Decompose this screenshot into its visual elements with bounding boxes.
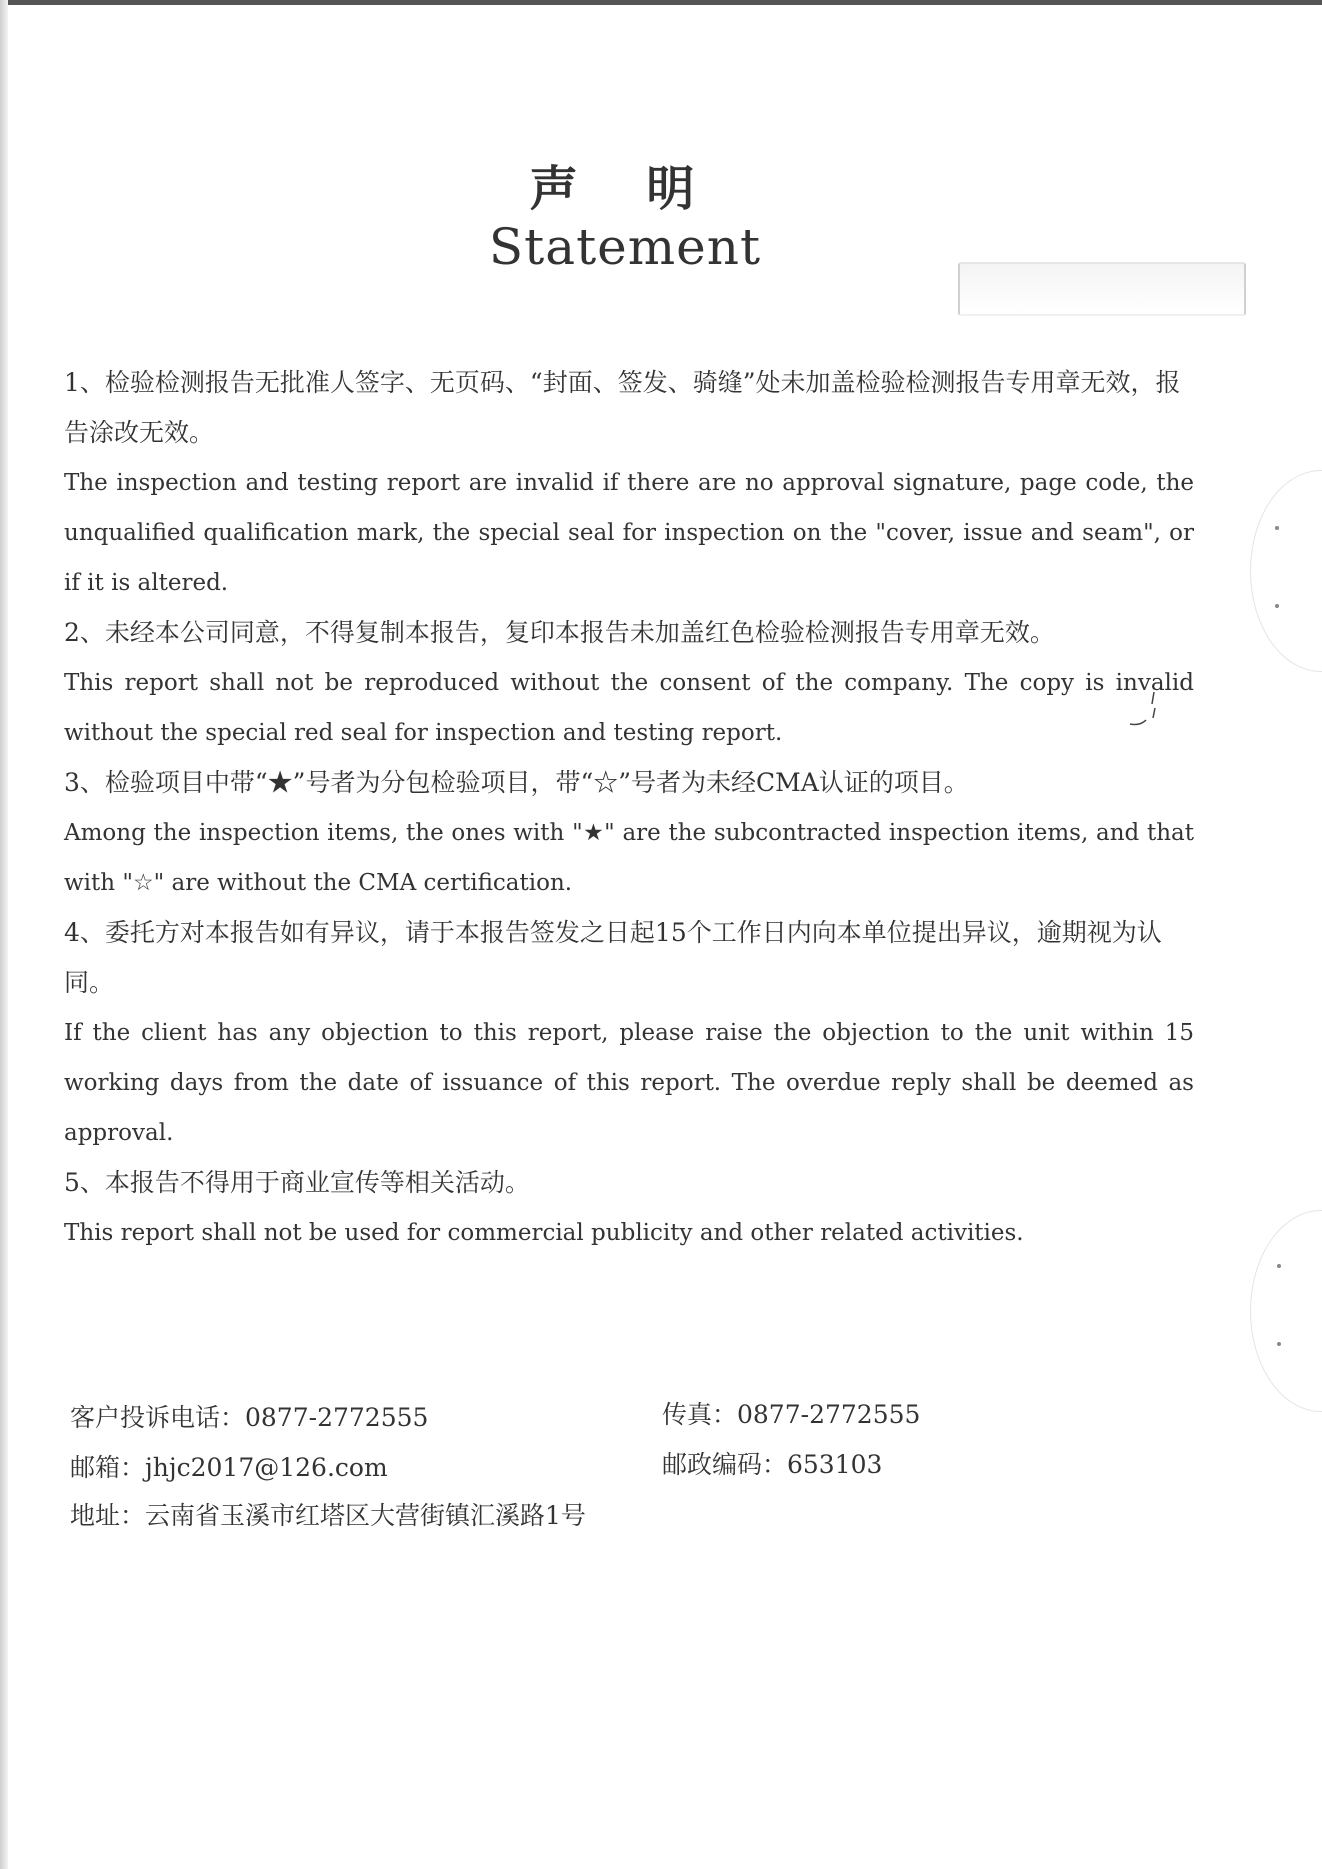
scan-left-edge [0,0,8,1869]
scan-top-edge [0,0,1322,5]
statement-content [64,358,1194,1258]
binding-dot [1275,604,1279,608]
street-address: 地址：云南省玉溪市红塔区大营街镇汇溪路1号 [70,1501,586,1530]
statement-item-2 [64,608,1194,758]
statement-item-4 [64,908,1194,1158]
title-english: Statement [488,218,762,276]
item-1-english: The inspection and testing report are invalid if there are no approval signature, page code, the unqualified qualification mark, the special seal for inspection on the "cover, issue and seam", or if it is altered. [64,470,1194,596]
item-3-chinese: 3、检验项目中带“★”号者为分包检验项目，带“☆”号者为未经CMA认证的项目。 [64,768,969,797]
blank-stamp-box [958,262,1246,316]
binding-dot [1275,526,1279,530]
title-chinese: 声 明 [529,161,721,217]
item-3-english: Among the inspection items, the ones with "★" are the subcontracted inspection items, and that with "☆" are without the CMA certification. [64,820,1194,896]
binding-dot [1277,1342,1281,1346]
item-2-english: This report shall not be reproduced without the consent of the company. The copy is invalid without the special red seal for inspection and testing report. [64,670,1194,746]
binding-dot [1277,1264,1281,1268]
handwritten-ink-mark [1124,690,1164,730]
item-4-english: If the client has any objection to this report, please raise the objection to the unit within 15 working days from the date of issuance of this report. The overdue reply shall be deemed as approval. [64,1020,1194,1146]
statement-item-5 [64,1158,1194,1258]
fax-number: 传真：0877-2772555 [662,1400,921,1429]
postal-code: 邮政编码：653103 [662,1450,883,1479]
complaint-phone: 客户投诉电话：0877-2772555 [70,1403,429,1432]
item-5-english: This report shall not be used for commercial publicity and other related activities. [64,1220,1024,1246]
binding-hole-upper [1250,470,1322,672]
binding-hole-lower [1250,1210,1322,1412]
statement-item-1 [64,358,1194,608]
item-1-chinese: 1、检验检测报告无批准人签字、无页码、“封面、签发、骑缝”处未加盖检验检测报告专用章无效，报告涂改无效。 [64,368,1181,447]
item-5-chinese: 5、本报告不得用于商业宣传等相关活动。 [64,1168,530,1197]
email-address: 邮箱：jhjc2017@126.com [70,1453,388,1482]
item-4-chinese: 4、委托方对本报告如有异议，请于本报告签发之日起15个工作日内向本单位提出异议，逾期视为认同。 [64,918,1162,997]
item-2-chinese: 2、未经本公司同意，不得复制本报告，复印本报告未加盖红色检验检测报告专用章无效。 [64,618,1055,647]
statement-item-3 [64,758,1194,908]
